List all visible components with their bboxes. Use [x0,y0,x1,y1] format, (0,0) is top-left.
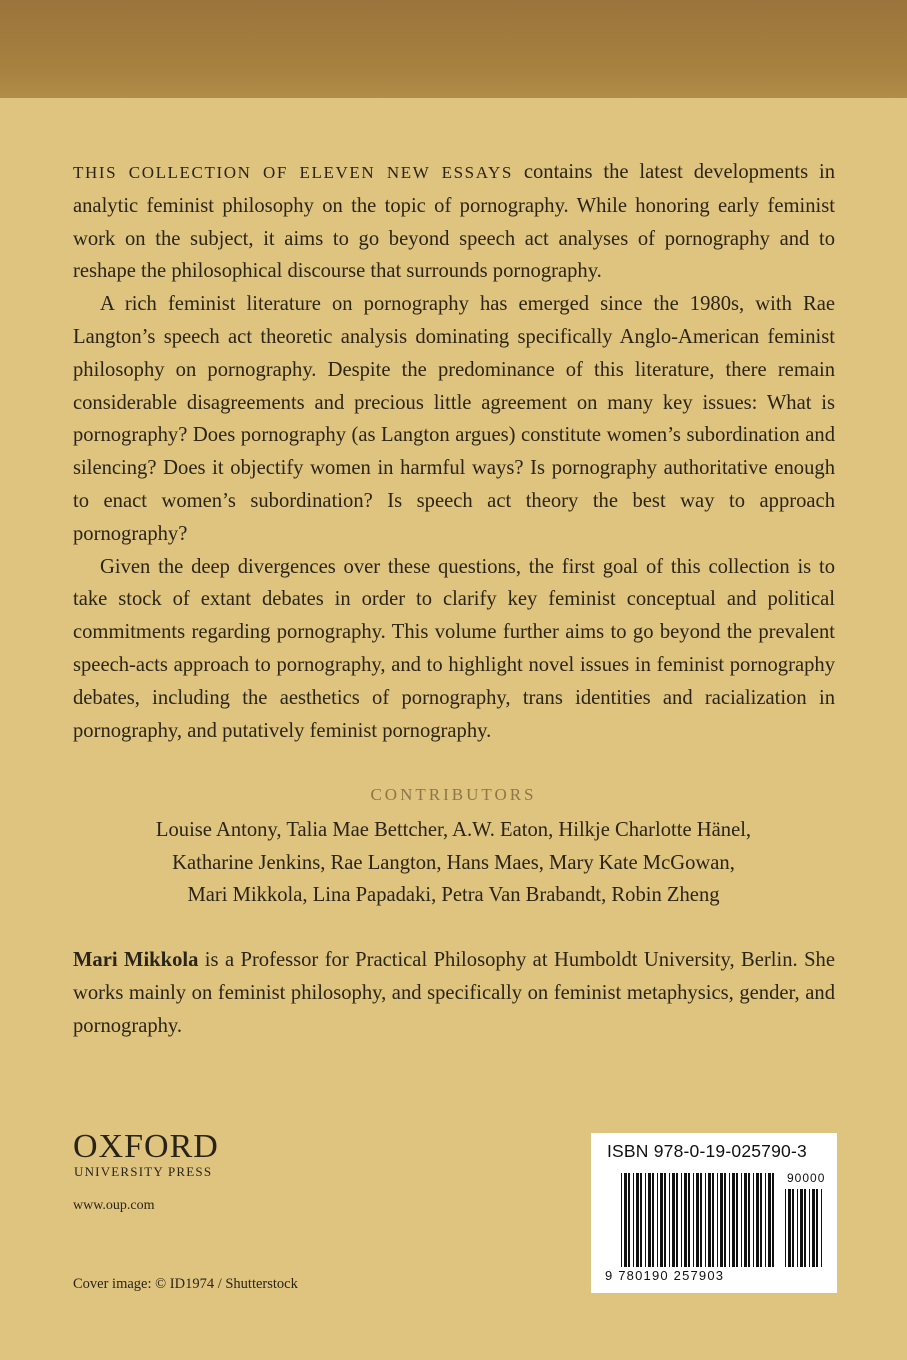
barcode-bar [792,1189,794,1267]
barcode-bar [812,1189,815,1267]
barcode-bar [664,1173,666,1267]
barcode-bar [705,1173,706,1267]
barcode-bar [645,1173,646,1267]
publisher-url: www.oup.com [73,1198,155,1213]
blurb-paragraph-2: A rich feminist literature on pornography has emerged since the 1980s, with Rae Langton’s speech act theoretic analysis dominating specifically Anglo-American feminist philosophy on pornography. Despite the predominance of this literature, there remain considerable disagreements and precious little agreement on many key issues: What is pornography? Does pornography (as Langton argues) constitute women’s subordination and silencing? Does it objectify women in harmful ways? Is pornography authoritative enough to enact women’s subordination? Is speech act theory the best way to approach pornography? [73,293,835,545]
isbn-label: ISBN 978-0-19-025790-3 [607,1141,807,1161]
barcode-bar [652,1173,654,1267]
barcode-addon-digits: 90000 [787,1171,826,1185]
barcode-bar [660,1173,663,1267]
barcode-bar [744,1173,747,1267]
blurb-paragraph-3: Given the deep divergences over these questions, the first goal of this collection is to take stock of extant debates in order to clarify key feminist conceptual and political commitments regarding pornography. This volume further aims to go beyond the prevalent speech-acts approach to pornography, and to highlight novel issues in feminist pornography debates, including the aesthetics of pornography, trans identities and racialization in pornography, and putatively feminist pornography. [73,555,835,742]
barcode-bar [696,1173,699,1267]
barcode-bar [648,1173,651,1267]
blurb-lead-smallcaps: THIS COLLECTION OF ELEVEN NEW ESSAYS [73,163,513,182]
barcode-bar [797,1189,798,1267]
barcode-bar [633,1173,634,1267]
barcode-bar [785,1189,786,1267]
barcode-bar [741,1173,742,1267]
contributors-heading: CONTRIBUTORS [370,785,537,804]
barcode-bar [821,1189,822,1267]
author-name: Mari Mikkola [73,949,199,971]
author-bio [73,944,835,1042]
barcode-digits: 9 780190 257903 [605,1268,725,1283]
barcode-bar [628,1173,630,1267]
barcode-bar [760,1173,762,1267]
barcode-bar [804,1189,806,1267]
barcode-bar [676,1173,678,1267]
cover-image-credit: Cover image: © ID1974 / Shutterstock [73,1276,298,1292]
barcode-bar [729,1173,730,1267]
isbn-barcode [591,1133,837,1293]
barcode-bar [640,1173,642,1267]
blurb-paragraph-1 [73,156,835,288]
contributors-line: Katharine Jenkins, Rae Langton, Hans Maes, Mary Kate McGowan, [172,851,735,874]
barcode-bar [753,1173,754,1267]
barcode-bar [736,1173,738,1267]
barcode-bar [669,1173,670,1267]
barcode-bar [684,1173,687,1267]
barcode-bar [624,1173,627,1267]
barcode-bar [732,1173,735,1267]
contributors-line: Mari Mikkola, Lina Papadaki, Petra Van Brabandt, Robin Zheng [187,884,720,907]
barcode-bar [693,1173,694,1267]
barcode-bar [681,1173,682,1267]
contributors-list [0,814,907,912]
publisher-logo-subtitle: UNIVERSITY PRESS [74,1164,213,1179]
publisher-logo-name: OXFORD [73,1128,219,1165]
barcode-bar [688,1173,690,1267]
barcode-bar [712,1173,714,1267]
blurb [73,156,835,747]
barcode-bar [756,1173,759,1267]
barcode-bar [720,1173,723,1267]
top-color-band [0,0,907,98]
barcode-bar [800,1189,803,1267]
author-bio-text: is a Professor for Practical Philosophy at Humboldt University, Berlin. She works mainly on feminist philosophy, and specifically on feminist metaphysics, gender, and pornography. [73,949,835,1037]
barcode-bar [768,1173,771,1267]
barcode-bar [748,1173,750,1267]
barcode-bar [816,1189,818,1267]
barcode-bar [700,1173,702,1267]
barcode-bar [672,1173,675,1267]
barcode-bar [657,1173,658,1267]
barcode-bar [724,1173,726,1267]
contributors-line: Louise Antony, Talia Mae Bettcher, A.W. Eaton, Hilkje Charlotte Hänel, [155,819,752,841]
barcode-bar [809,1189,810,1267]
barcode-bar [621,1173,622,1267]
barcode-bar [636,1173,639,1267]
barcode-bar [788,1189,791,1267]
barcode-bar [717,1173,718,1267]
barcode-bar [772,1173,774,1267]
barcode-bar [708,1173,711,1267]
blurb-paragraph-1-text: contains the latest developments in analytic feminist philosophy on the topic of pornography. While honoring early feminist work on the subject, it aims to go beyond speech act analyses of pornography and to reshape the philosophical discourse that surrounds pornography. [73,161,835,283]
barcode-bar [765,1173,766,1267]
